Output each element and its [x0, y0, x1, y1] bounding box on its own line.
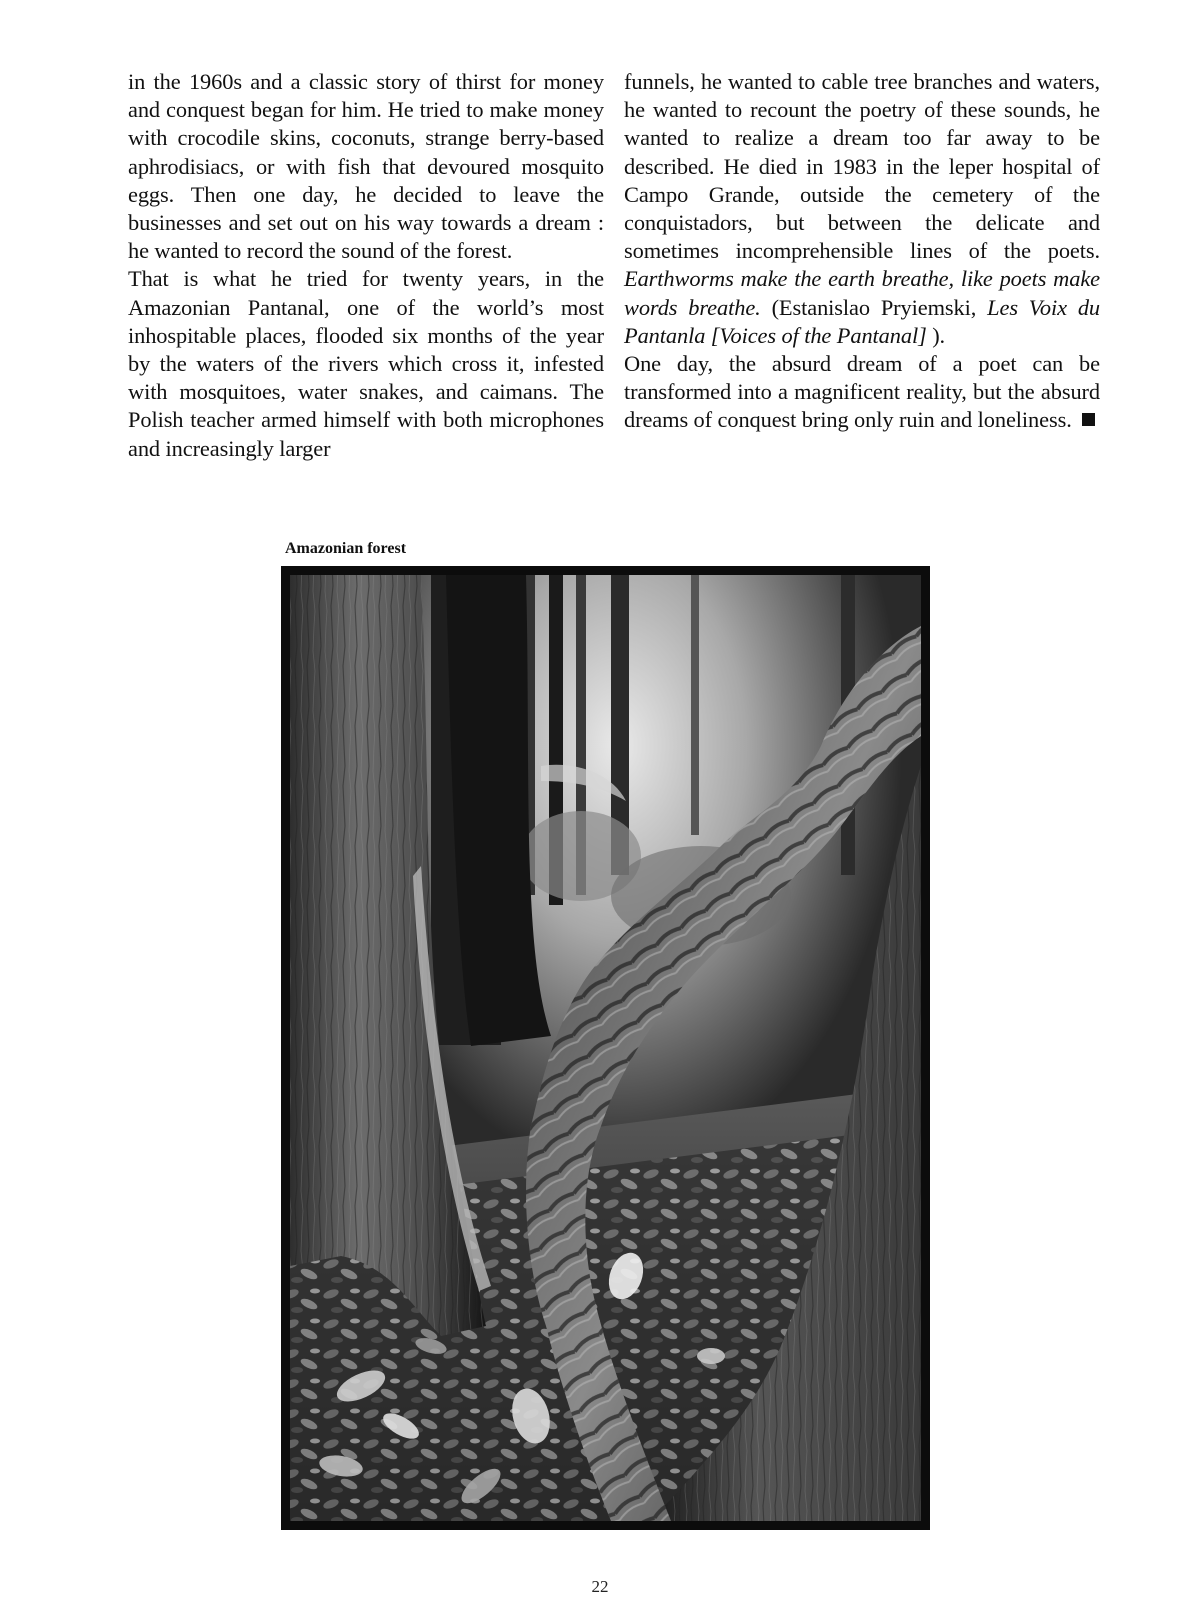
citation-close: ). [932, 322, 946, 348]
citation-open: (Estanislao Pryiemski, [771, 294, 977, 320]
paragraph [624, 68, 1100, 350]
forest-photo [281, 566, 930, 1530]
paragraph [624, 350, 1100, 435]
paragraph: That is what he tried for twenty years, in the Amazonian Pantanal, one of the world’s most inhospitable places, flooded six months of the year by the waters of the rivers which cross it, infested with mosquitoes, water snakes, and caimans. The Polish teacher armed himself with both microphones and increasingly larger [128, 266, 604, 461]
paragraph-text: funnels, he wanted to cable tree branches and waters, he wanted to recount the poetry of these sounds, he wanted to realize a dream too far away to be described. He died in 1983 in the leper hospital of Campo Grande, outside the cemetery of the conquistadors, but between the delicate and sometimes incomprehensible lines of the poets. [624, 69, 1100, 264]
end-of-article-mark [1082, 413, 1095, 426]
poem-quote: Earthworms make the earth breathe, like poets make words breathe. [624, 266, 1100, 320]
paragraph: in the 1960s and a classic story of thirst for money and conquest began for him. He tried to make money with crocodile skins, coconuts, strange berry-based aphrodisiacs, or with fish that devoured mosquito eggs. Then one day, he decided to leave the businesses and set out on his way towards a dream : he wanted to record the sound of the forest. [128, 69, 604, 264]
forest-photo-image [281, 566, 930, 1530]
article-column-left [128, 68, 604, 463]
book-title: Les Voix du Pantanla [Voices of the Pantanal] [624, 294, 1101, 348]
article-column-right [624, 68, 1100, 435]
figure-caption: Amazonian forest [285, 540, 407, 557]
page-number: 22 [591, 1577, 609, 1596]
paragraph-text: One day, the absurd dream of a poet can be transformed into a magnificent reality, but the absurd dreams of conquest bring only ruin and loneliness. [624, 351, 1100, 433]
